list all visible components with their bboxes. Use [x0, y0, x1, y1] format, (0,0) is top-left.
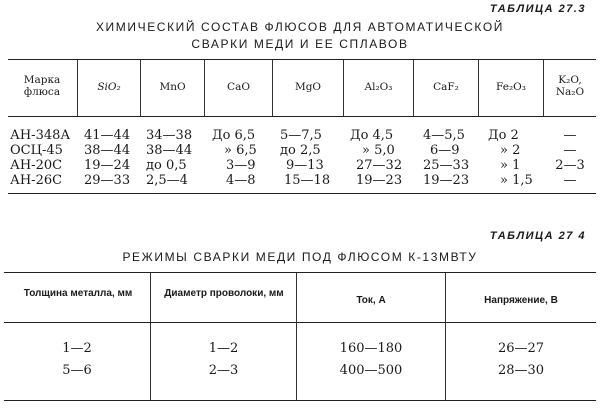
table1-cell-mno: до 0,5: [146, 158, 187, 173]
table2-header-rule: [4, 322, 596, 323]
table1-cell-caf2: 6—9: [430, 143, 460, 158]
table2-cell-voltage: 26—27: [497, 341, 545, 356]
table1-title-line2: СВАРКИ МЕДИ И ЕЕ СПЛАВОВ: [191, 37, 409, 51]
table2-header-wire-diameter: Диаметр проволоки, мм: [164, 288, 284, 299]
table1-cell-caf2: 4—5,5: [423, 128, 465, 143]
table1-header-caf2: CaF₂: [433, 81, 459, 93]
table1-cell-sio2: 29—33: [84, 173, 131, 188]
table1-cell-k2o: —: [563, 143, 577, 158]
table2-top-rule: [4, 272, 596, 273]
table1-cell-al2o3: До 4,5: [350, 128, 394, 143]
table1-cell-mno: 38—44: [146, 143, 193, 158]
table1-cell-brand: АН-348А: [10, 128, 71, 143]
table1-cell-mno: 34—38: [146, 128, 193, 143]
table2-cell-wire-diameter: 1—2: [208, 341, 239, 356]
table1-bottom-rule: [8, 193, 596, 194]
table1-header-brand: Марка флюса: [23, 74, 61, 98]
table1-header-cao: CaO: [227, 81, 250, 93]
table1-top-rule: [8, 59, 596, 60]
table1-header-mno: MnO: [159, 81, 186, 93]
table2-cell-current: 160—180: [339, 341, 403, 356]
table1-cell-mgo: 9—13: [286, 158, 324, 173]
table2-header-thickness: Толщина металла, мм: [23, 288, 133, 299]
table1-header-sio2: SiO₂: [97, 81, 121, 93]
table1-cell-k2o: 2—3: [555, 158, 585, 173]
table1-cell-k2o: —: [563, 128, 577, 143]
table1-cell-cao: » 6,5: [224, 143, 257, 158]
table2-cell-thickness: 5—6: [62, 363, 92, 378]
table1-cell-mgo: 5—7,5: [280, 128, 322, 143]
table2-label: ТАБЛИЦА 27 4: [489, 230, 586, 242]
table2-bottom-rule: [4, 400, 596, 401]
table1-cell-cao: До 6,5: [212, 128, 256, 143]
table1-header-mgo: MgO: [294, 81, 322, 93]
table2-cell-wire-diameter: 2—3: [208, 363, 239, 378]
table1-header-al2o3: Al₂O₃: [364, 81, 393, 93]
table1-header-rule: [8, 116, 596, 117]
table2-header-current: Ток, А: [356, 295, 386, 306]
table2-title: РЕЖИМЫ СВАРКИ МЕДИ ПОД ФЛЮСОМ К-13МВТУ: [122, 250, 478, 264]
table2-header-voltage: Напряжение, В: [484, 295, 558, 306]
table1-cell-al2o3: » 5,0: [362, 143, 395, 158]
table1-cell-sio2: 41—44: [84, 128, 131, 143]
table1-cell-mgo: 15—18: [284, 173, 331, 188]
table1-cell-brand: АН-26С: [10, 173, 63, 188]
table1-cell-fe2o3: » 1,5: [500, 173, 533, 188]
table1-cell-cao: 3—9: [226, 158, 256, 173]
table1-header-fe2o3: Fe₂O₃: [496, 81, 526, 93]
table1-cell-k2o: —: [563, 173, 577, 188]
table1-cell-fe2o3: » 1: [500, 158, 521, 173]
table2-cell-current: 400—500: [339, 363, 403, 378]
table1-cell-brand: АН-20С: [10, 158, 63, 173]
table2-cell-thickness: 1—2: [62, 341, 92, 356]
table1-cell-sio2: 38—44: [84, 143, 131, 158]
table1-cell-caf2: 25—33: [423, 158, 470, 173]
table2-cell-voltage: 28—30: [497, 363, 545, 378]
table1-cell-fe2o3: » 2: [500, 143, 521, 158]
table1-header-k2o-na2o: K₂O, Na₂O: [555, 74, 585, 98]
table1-cell-mgo: до 2,5: [280, 143, 321, 158]
table1-label: ТАБЛИЦА 27.3: [489, 3, 586, 15]
table1-cell-brand: ОСЦ-45: [10, 143, 63, 158]
table1-col-divider: [543, 60, 544, 116]
table1-cell-al2o3: 19—23: [356, 173, 403, 188]
table1-cell-mno: 2,5—4: [146, 173, 188, 188]
table1-cell-caf2: 19—23: [423, 173, 470, 188]
table1-cell-sio2: 19—24: [84, 158, 131, 173]
table1-cell-fe2o3: До 2: [488, 128, 519, 143]
table1-title-line1: ХИМИЧЕСКИЙ СОСТАВ ФЛЮСОВ ДЛЯ АВТОМАТИЧЕСКОЙ: [95, 20, 505, 34]
table1-cell-cao: 4—8: [226, 173, 256, 188]
table1-cell-al2o3: 27—32: [356, 158, 403, 173]
